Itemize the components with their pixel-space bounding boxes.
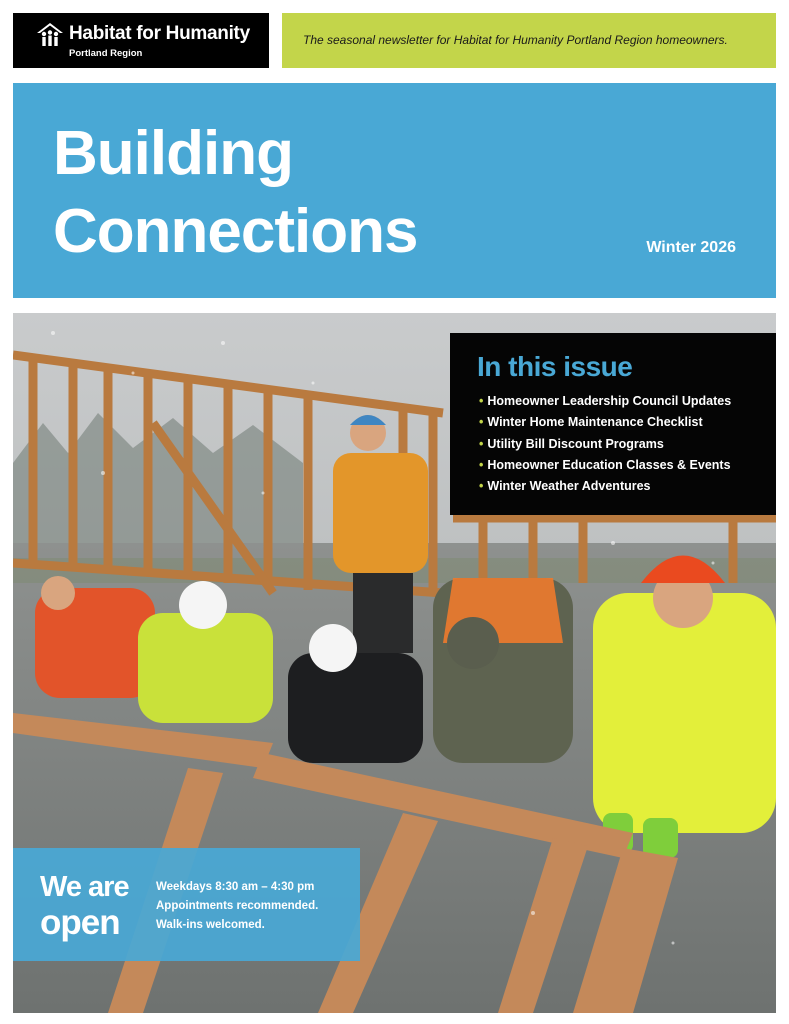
habitat-house-people-icon [35, 22, 65, 48]
org-region: Portland Region [69, 48, 143, 59]
list-item[interactable]: • Homeowner Education Classes & Events [479, 457, 731, 472]
walk-ins-line: Walk-ins welcomed. [156, 919, 265, 931]
open-hours-panel [13, 848, 360, 961]
org-name: Habitat for Humanity [69, 23, 250, 44]
bullet-icon: • [479, 415, 484, 430]
newsletter-title-line1: Building [53, 119, 293, 188]
in-this-issue-heading: In this issue [477, 351, 633, 382]
bullet-icon: • [479, 479, 484, 494]
newsletter-tagline: The seasonal newsletter for Habitat for Humanity Portland Region homeowners. [303, 33, 728, 47]
office-hours [156, 878, 318, 935]
newsletter-title-line2: Connections [53, 197, 418, 266]
logo-block[interactable] [13, 13, 269, 68]
open-heading-line1: We are [40, 871, 129, 903]
list-item[interactable]: • Utility Bill Discount Programs [479, 436, 664, 451]
list-item[interactable]: • Homeowner Leadership Council Updates [479, 394, 732, 408]
in-this-issue-list [479, 391, 731, 497]
bullet-icon: • [479, 457, 484, 472]
bullet-icon: • [479, 394, 484, 408]
hours-line: Weekdays 8:30 am – 4:30 pm [156, 881, 315, 893]
issue-date: Winter 2026 [646, 239, 736, 256]
list-item[interactable]: • Winter Weather Adventures [479, 479, 651, 494]
bullet-icon: • [479, 436, 484, 451]
appointments-line: Appointments recommended. [156, 900, 319, 912]
tagline-bar [282, 13, 776, 68]
masthead [13, 83, 776, 298]
open-heading-line2: open [40, 903, 120, 942]
list-item[interactable]: • Winter Home Maintenance Checklist [479, 415, 703, 430]
in-this-issue-panel [450, 333, 776, 515]
